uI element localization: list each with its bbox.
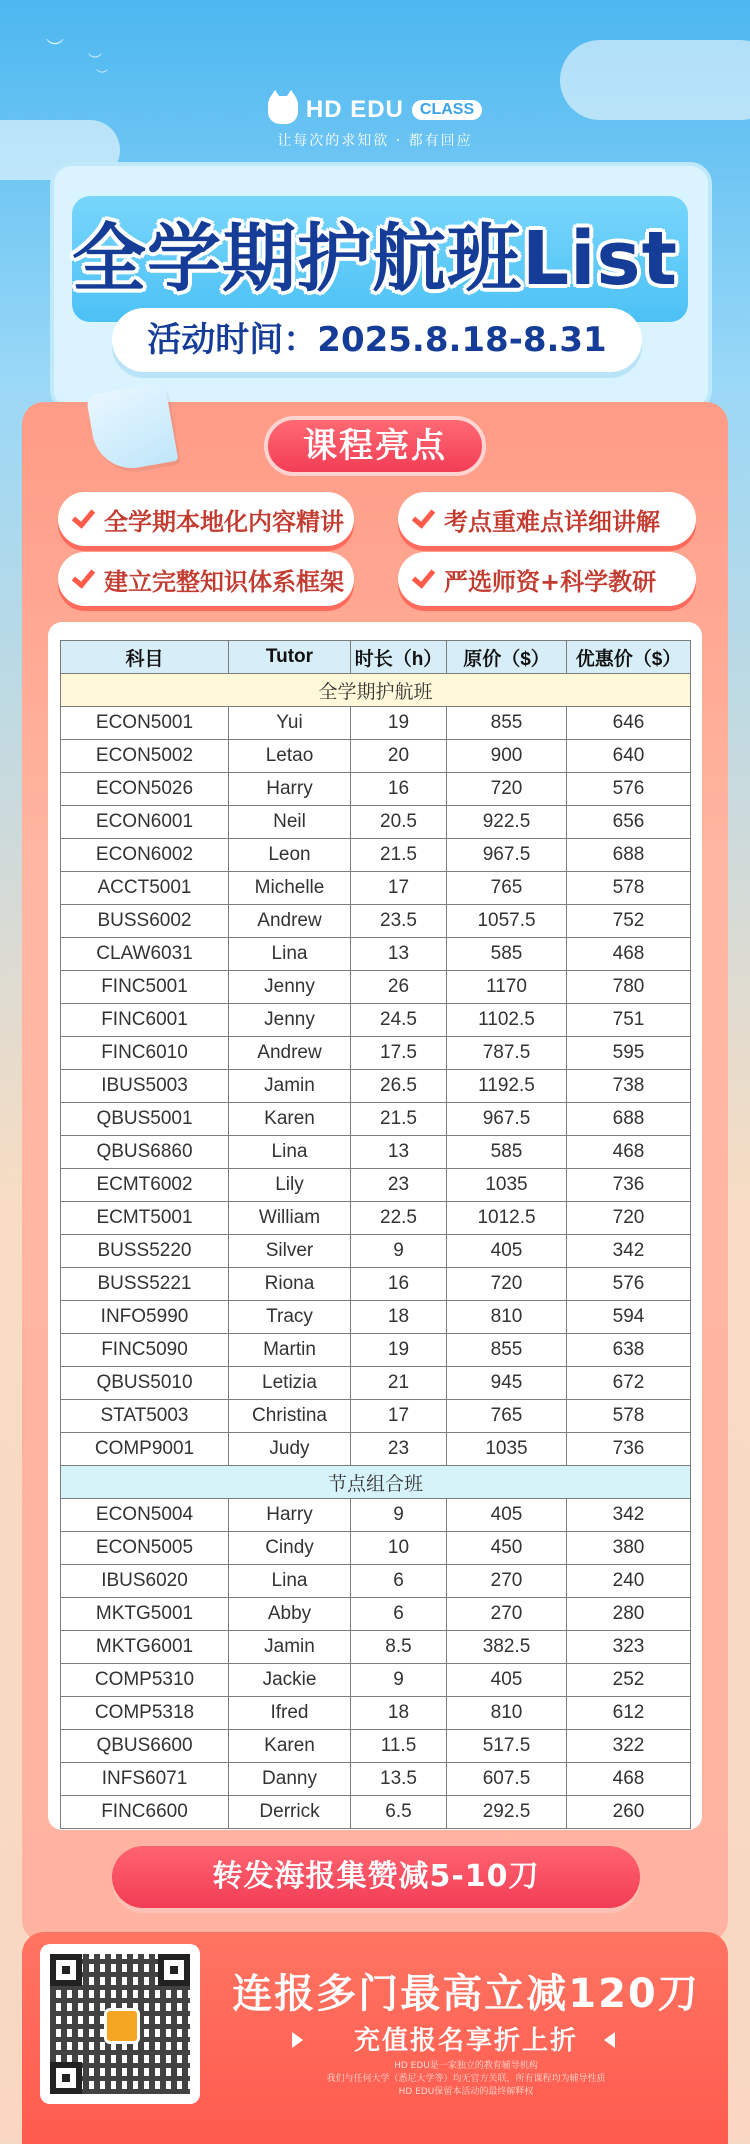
cell-discount-price: 640 [567,740,691,773]
cell-subject: ECON5005 [61,1532,229,1565]
cell-hours: 6 [351,1565,447,1598]
cell-subject: FINC6010 [61,1037,229,1070]
cell-original-price: 585 [447,938,567,971]
event-date: 活动时间：2025.8.18-8.31 [112,308,642,372]
header-discount-price: 优惠价（$） [567,641,691,674]
cell-tutor: Ifred [229,1697,351,1730]
cell-original-price: 1102.5 [447,1004,567,1037]
cell-hours: 20 [351,740,447,773]
cell-original-price: 787.5 [447,1037,567,1070]
table-row [61,1136,691,1169]
cell-discount-price: 468 [567,938,691,971]
cell-tutor: Jamin [229,1070,351,1103]
cell-original-price: 855 [447,1334,567,1367]
promo-title: 连报多门最高立减120刀 [232,1971,700,2017]
cell-original-price: 607.5 [447,1763,567,1796]
cell-original-price: 720 [447,1268,567,1301]
cell-subject: BUSS6002 [61,905,229,938]
cell-tutor: Christina [229,1400,351,1433]
cell-hours: 13 [351,938,447,971]
table-row [61,1070,691,1103]
cell-original-price: 922.5 [447,806,567,839]
cell-hours: 20.5 [351,806,447,839]
cell-original-price: 967.5 [447,1103,567,1136]
table-row [61,740,691,773]
cell-original-price: 1170 [447,971,567,1004]
cell-discount-price: 736 [567,1433,691,1466]
cell-hours: 13 [351,1136,447,1169]
cell-subject: MKTG6001 [61,1631,229,1664]
triangle-left-icon [604,2032,615,2048]
cell-hours: 19 [351,1334,447,1367]
qr-finder [50,1954,82,1986]
share-promo-button[interactable]: 转发海报集赞减5-10刀 [112,1846,640,1908]
cell-tutor: Cindy [229,1532,351,1565]
fine-print-line: HD EDU保留本活动的最终解释权 [398,2087,534,2097]
cell-discount-price: 280 [567,1598,691,1631]
cell-discount-price: 736 [567,1169,691,1202]
cell-tutor: Riona [229,1268,351,1301]
cell-hours: 19 [351,707,447,740]
brand-name: HD EDU [305,96,404,123]
table-row [61,1664,691,1697]
header-original-price: 原价（$） [447,641,567,674]
qr-cat-logo-icon [104,2008,140,2044]
table-row [61,1367,691,1400]
cell-discount-price: 738 [567,1070,691,1103]
cell-tutor: Leon [229,839,351,872]
brand-slogan: 让每次的求知欲 · 都有回应 [277,133,473,149]
feature-label: 严选师资+科学教研 [444,567,657,596]
cell-original-price: 1035 [447,1169,567,1202]
cell-tutor: Tracy [229,1301,351,1334]
cell-original-price: 270 [447,1565,567,1598]
cell-original-price: 855 [447,707,567,740]
cell-discount-price: 260 [567,1796,691,1829]
table-row [61,872,691,905]
cell-hours: 9 [351,1499,447,1532]
header-subject: 科目 [61,641,229,674]
table-row [61,806,691,839]
table-row [61,1796,691,1829]
cell-original-price: 517.5 [447,1730,567,1763]
cell-discount-price: 594 [567,1301,691,1334]
cell-original-price: 1057.5 [447,905,567,938]
table-row [61,1103,691,1136]
feature-label: 考点重难点详细讲解 [444,507,660,536]
check-icon [412,508,434,530]
bird-icon: ︶ [46,38,64,59]
cell-tutor: Abby [229,1598,351,1631]
highlights-heading: 课程亮点 [264,416,486,476]
section-label: 节点组合班 [61,1466,691,1499]
table-header-row [61,641,691,674]
cell-tutor: Andrew [229,905,351,938]
triangle-right-icon [292,2032,303,2048]
cell-discount-price: 342 [567,1235,691,1268]
cell-discount-price: 656 [567,806,691,839]
cell-hours: 13.5 [351,1763,447,1796]
cell-discount-price: 752 [567,905,691,938]
cell-subject: ACCT5001 [61,872,229,905]
cell-tutor: Derrick [229,1796,351,1829]
cell-subject: STAT5003 [61,1400,229,1433]
brand-badge: CLASS [412,100,482,120]
table-row [61,1235,691,1268]
cell-tutor: Karen [229,1730,351,1763]
table-row [61,1631,691,1664]
cell-hours: 10 [351,1532,447,1565]
cell-subject: ECMT6002 [61,1169,229,1202]
cell-subject: FINC5090 [61,1334,229,1367]
cell-discount-price: 720 [567,1202,691,1235]
cell-discount-price: 576 [567,1268,691,1301]
cell-hours: 16 [351,773,447,806]
table-row [61,905,691,938]
cell-subject: FINC6600 [61,1796,229,1829]
table-section-row [61,674,691,707]
cell-tutor: Jenny [229,1004,351,1037]
cell-discount-price: 578 [567,872,691,905]
fine-print-line: HD EDU是一家独立的教育辅导机构 [394,2061,538,2071]
cell-original-price: 810 [447,1697,567,1730]
cell-tutor: Karen [229,1103,351,1136]
table-row [61,1334,691,1367]
table-row [61,1730,691,1763]
cell-original-price: 900 [447,740,567,773]
cell-hours: 26.5 [351,1070,447,1103]
qr-finder [158,1954,190,1986]
cell-tutor: Jenny [229,971,351,1004]
table-row [61,1004,691,1037]
cell-tutor: Harry [229,773,351,806]
cell-subject: ECON5001 [61,707,229,740]
table-row [61,1400,691,1433]
cell-subject: IBUS5003 [61,1070,229,1103]
cell-original-price: 405 [447,1235,567,1268]
cell-original-price: 765 [447,872,567,905]
cell-discount-price: 646 [567,707,691,740]
cell-tutor: Andrew [229,1037,351,1070]
cell-original-price: 810 [447,1301,567,1334]
cell-hours: 26 [351,971,447,1004]
cell-original-price: 405 [447,1499,567,1532]
table-row [61,707,691,740]
cell-subject: ECON5026 [61,773,229,806]
cell-hours: 22.5 [351,1202,447,1235]
cell-tutor: Neil [229,806,351,839]
cat-logo-icon [268,96,298,124]
fine-print-line: 我们与任何大学（悉尼大学等）均无官方关联，所有课程均为辅导性质 [326,2074,606,2084]
cell-subject: CLAW6031 [61,938,229,971]
bird-icon: ︶ [96,68,109,82]
cell-subject: COMP5318 [61,1697,229,1730]
cell-hours: 8.5 [351,1631,447,1664]
cell-subject: INFS6071 [61,1763,229,1796]
cell-tutor: Lily [229,1169,351,1202]
table-row [61,1499,691,1532]
cell-discount-price: 751 [567,1004,691,1037]
feature-label: 全学期本地化内容精讲 [104,507,344,536]
cell-hours: 18 [351,1697,447,1730]
feature-label: 建立完整知识体系框架 [104,567,344,596]
cell-tutor: Yui [229,707,351,740]
cell-subject: ECON6002 [61,839,229,872]
cell-subject: INFO5990 [61,1301,229,1334]
cell-hours: 17 [351,872,447,905]
cell-tutor: Lina [229,938,351,971]
cell-hours: 6.5 [351,1796,447,1829]
cell-tutor: William [229,1202,351,1235]
cell-hours: 23 [351,1169,447,1202]
cell-discount-price: 342 [567,1499,691,1532]
cell-original-price: 292.5 [447,1796,567,1829]
cell-tutor: Danny [229,1763,351,1796]
cell-subject: BUSS5221 [61,1268,229,1301]
cell-tutor: Jackie [229,1664,351,1697]
cell-subject: ECON5004 [61,1499,229,1532]
table-row [61,1697,691,1730]
cell-subject: COMP5310 [61,1664,229,1697]
promo-fine-print [216,2060,716,2099]
qr-finder [50,2062,82,2094]
cell-tutor: Letao [229,740,351,773]
cell-subject: QBUS5001 [61,1103,229,1136]
cell-discount-price: 323 [567,1631,691,1664]
cell-discount-price: 595 [567,1037,691,1070]
cell-original-price: 585 [447,1136,567,1169]
header-tutor: Tutor [229,641,351,674]
check-icon [72,508,94,530]
cell-hours: 9 [351,1664,447,1697]
cell-hours: 9 [351,1235,447,1268]
cell-discount-price: 576 [567,773,691,806]
cell-hours: 16 [351,1268,447,1301]
cell-original-price: 945 [447,1367,567,1400]
cell-discount-price: 688 [567,1103,691,1136]
table-row [61,1433,691,1466]
feature-item [58,492,354,546]
table-row [61,938,691,971]
cell-hours: 21.5 [351,1103,447,1136]
cell-hours: 17 [351,1400,447,1433]
cell-discount-price: 468 [567,1763,691,1796]
table-row [61,1763,691,1796]
feature-item [398,492,696,546]
cell-subject: FINC6001 [61,1004,229,1037]
cell-hours: 11.5 [351,1730,447,1763]
cell-tutor: Judy [229,1433,351,1466]
cell-discount-price: 322 [567,1730,691,1763]
check-icon [412,568,434,590]
cell-discount-price: 612 [567,1697,691,1730]
feature-item [58,552,354,606]
cell-hours: 17.5 [351,1037,447,1070]
cell-original-price: 270 [447,1598,567,1631]
table-row [61,1301,691,1334]
cell-hours: 6 [351,1598,447,1631]
page-title: 全学期护航班List [72,216,678,302]
cell-subject: QBUS6600 [61,1730,229,1763]
cell-subject: FINC5001 [61,971,229,1004]
promo-subtitle: 充值报名享折上折 [353,2026,578,2056]
table-row [61,1202,691,1235]
cell-original-price: 720 [447,773,567,806]
cell-discount-price: 780 [567,971,691,1004]
cell-tutor: Letizia [229,1367,351,1400]
cell-original-price: 1012.5 [447,1202,567,1235]
course-table [60,640,691,1829]
cell-tutor: Lina [229,1136,351,1169]
section-label: 全学期护航班 [61,674,691,707]
cell-hours: 23 [351,1433,447,1466]
cell-original-price: 1035 [447,1433,567,1466]
check-icon [72,568,94,590]
cell-hours: 21.5 [351,839,447,872]
cell-original-price: 1192.5 [447,1070,567,1103]
table-row [61,1268,691,1301]
cell-tutor: Silver [229,1235,351,1268]
cell-discount-price: 252 [567,1664,691,1697]
cell-subject: ECON5002 [61,740,229,773]
table-row [61,1565,691,1598]
cell-tutor: Lina [229,1565,351,1598]
header-hours: 时长（h） [351,641,447,674]
cell-original-price: 765 [447,1400,567,1433]
cell-subject: COMP9001 [61,1433,229,1466]
table-row [61,839,691,872]
cell-original-price: 967.5 [447,839,567,872]
cell-tutor: Michelle [229,872,351,905]
table-row [61,1532,691,1565]
bird-icon: ︶ [88,53,102,69]
cell-original-price: 382.5 [447,1631,567,1664]
table-row [61,1598,691,1631]
table-row [61,1169,691,1202]
cell-tutor: Martin [229,1334,351,1367]
cell-discount-price: 380 [567,1532,691,1565]
cell-tutor: Harry [229,1499,351,1532]
cell-discount-price: 638 [567,1334,691,1367]
cell-subject: ECON6001 [61,806,229,839]
cell-discount-price: 688 [567,839,691,872]
cell-subject: BUSS5220 [61,1235,229,1268]
cell-tutor: Jamin [229,1631,351,1664]
cell-subject: ECMT5001 [61,1202,229,1235]
cell-subject: QBUS6860 [61,1136,229,1169]
cell-hours: 21 [351,1367,447,1400]
table-row [61,1037,691,1070]
cell-subject: IBUS6020 [61,1565,229,1598]
cell-hours: 24.5 [351,1004,447,1037]
cell-discount-price: 468 [567,1136,691,1169]
cell-original-price: 405 [447,1664,567,1697]
cell-discount-price: 578 [567,1400,691,1433]
table-row [61,971,691,1004]
cell-discount-price: 240 [567,1565,691,1598]
cell-original-price: 450 [447,1532,567,1565]
cell-hours: 18 [351,1301,447,1334]
table-row [61,773,691,806]
brand-logo [0,96,750,150]
table-section-row [61,1466,691,1499]
cell-hours: 23.5 [351,905,447,938]
cell-discount-price: 672 [567,1367,691,1400]
cell-subject: QBUS5010 [61,1367,229,1400]
cell-subject: MKTG5001 [61,1598,229,1631]
feature-item [398,552,696,606]
